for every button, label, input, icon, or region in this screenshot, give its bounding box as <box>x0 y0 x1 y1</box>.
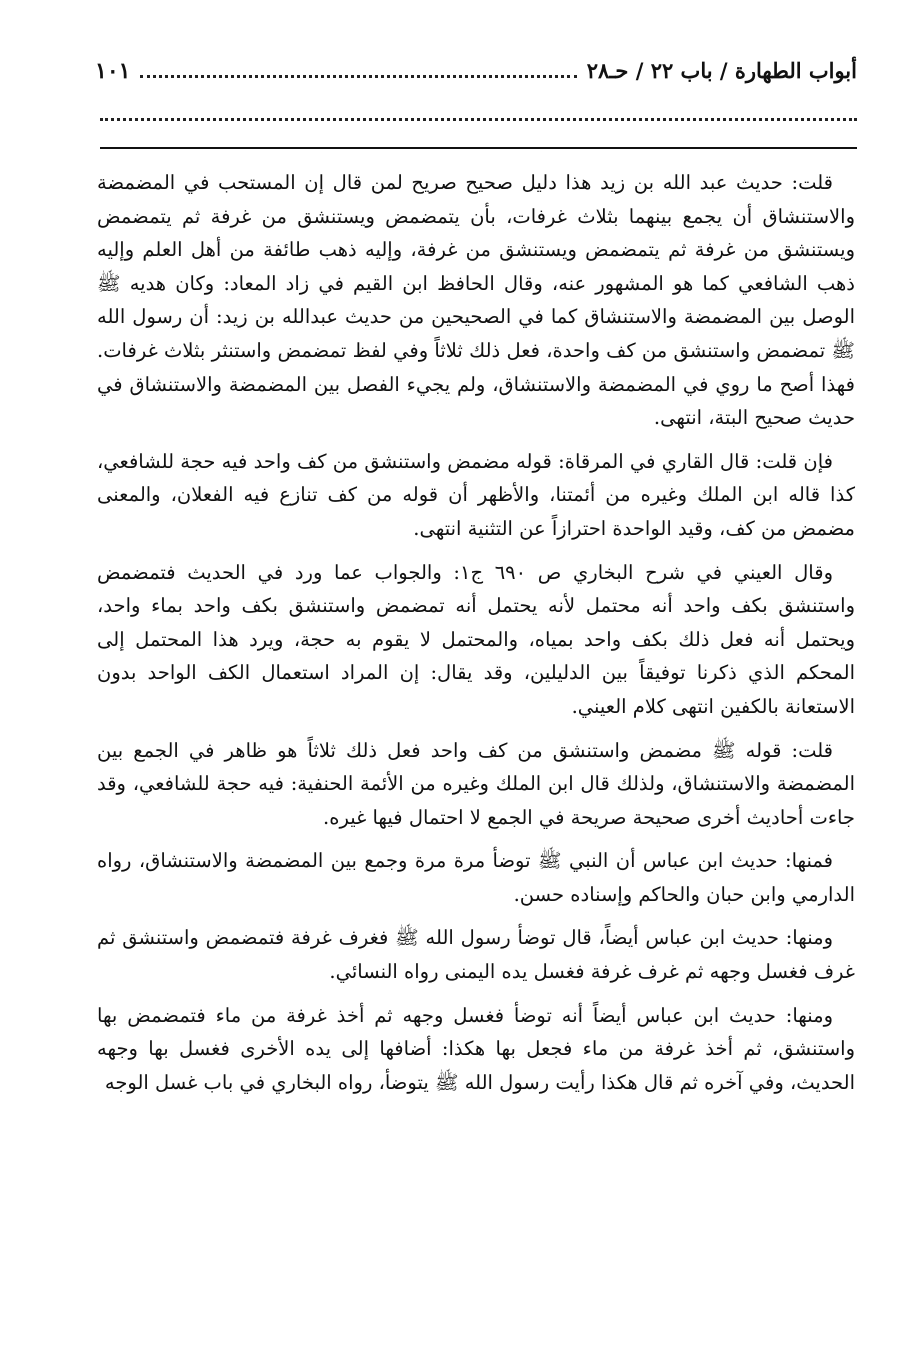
paragraph-6: ومنها: حديث ابن عباس أيضاً، قال توضأ رسول الله ﷺ فغرف غرفة فتمضمض واستنشق ثم غرف فغسل وجهه ثم غرف غرفة فغسل يده اليمنى رواه النسائي. <box>97 926 855 984</box>
running-head: أبواب الطهارة / باب ٢٢ / حـ٢٨ <box>586 58 857 83</box>
paragraph-7: ومنها: حديث ابن عباس أيضاً أنه توضأ فغسل وجهه ثم أخذ غرفة من ماء فتمضمض بها واستنشق، ثم أخذ غرفة من ماء فجعل بها هكذا: أضافها إلى يده الأخرى فغسل بها وجهه الحديث، وفي آخره ثم قال هكذا رأيت رسول الله ﷺ يتوضأ، رواه البخاري في باب غسل الوجه <box>97 1003 855 1094</box>
body-text <box>97 166 855 1109</box>
page-number: ١٠١ <box>95 58 131 84</box>
paragraph-5: فمنها: حديث ابن عباس أن النبي ﷺ توضأ مرة مرة وجمع بين المضمضة والاستنشاق، رواه الدارمي وابن حبان والحاكم وإسناده حسن. <box>97 849 855 906</box>
paragraph-4: قلت: قوله ﷺ مضمض واستنشق من كف واحد فعل ذلك ثلاثاً هو ظاهر في الجمع بين المضمضة والاستنشاق، ولذلك قال ابن الملك وغيره من الأئمة الحنفية: فيه حجة للشافعي، وقد جاءت أحاديث أخرى صحيحة صريحة في الجمع لا احتمال فيها غيره. <box>97 738 855 829</box>
paragraph-2: فإن قلت: قال القاري في المرقاة: قوله مضمض واستنشق من كف واحد فيه حجة للشافعي، كذا قاله ابن الملك وغيره من أئمتنا، والأظهر أن قوله من كف تنازع فيه الفعلان، والمعنى مضمض من كف، وقيد الواحدة احترازاً عن التثنية انتهى. <box>97 449 855 540</box>
page-header <box>95 58 857 94</box>
header-rule <box>100 147 857 149</box>
header-dot-leader <box>140 61 576 78</box>
paragraph-1: قلت: حديث عبد الله بن زيد هذا دليل صحيح صريح لمن قال إن المستحب في المضمضة والاستنشاق أن يجمع بينهما بثلاث غرفات، بأن يتمضمض ويستنشق من غرفة ثم يتمضمض ويستنشق من غرفة ثم يتمضمض ويستنشق من غرفة، وإليه ذهب طائفة من أهل العلم وإليه ذهب الشافعي كما هو المشهور عنه، وقال الحافظ ابن القيم في زاد المعاد: وكان هديه ﷺ الوصل بين المضمضة والاستنشاق كما في الصحيحين من حديث عبدالله بن زيد: أن رسول الله ﷺ تمضمض واستنشق من كف واحدة، فعل ذلك ثلاثاً وفي لفظ تمضمض واستنثر بثلاث غرفات. فهذا أصح ما روي في المضمضة والاستنشاق، ولم يجيء الفصل بين المضمضة والاستنشاق في حديث صحيح البتة، انتهى. <box>97 171 855 430</box>
paragraph-3: وقال العيني في شرح البخاري ص ٦٩٠ ج١: والجواب عما ورد في الحديث فتمضمض واستنشق بكف واحد أنه محتمل لأنه يحتمل أنه تمضمض واستنشق بكف واحد بماء واحد، ويحتمل أنه فعل ذلك بكف واحد بمياه، والمحتمل لا يقوم به حجة، ويرد هذا المحتمل إلى المحكم الذي ذكرنا توفيقاً بين الدليلين، وقد يقال: إن المراد استعمال الكف الواحد بدون الاستعانة بالكفين انتهى كلام العيني. <box>97 560 855 718</box>
dotted-divider <box>100 112 857 121</box>
